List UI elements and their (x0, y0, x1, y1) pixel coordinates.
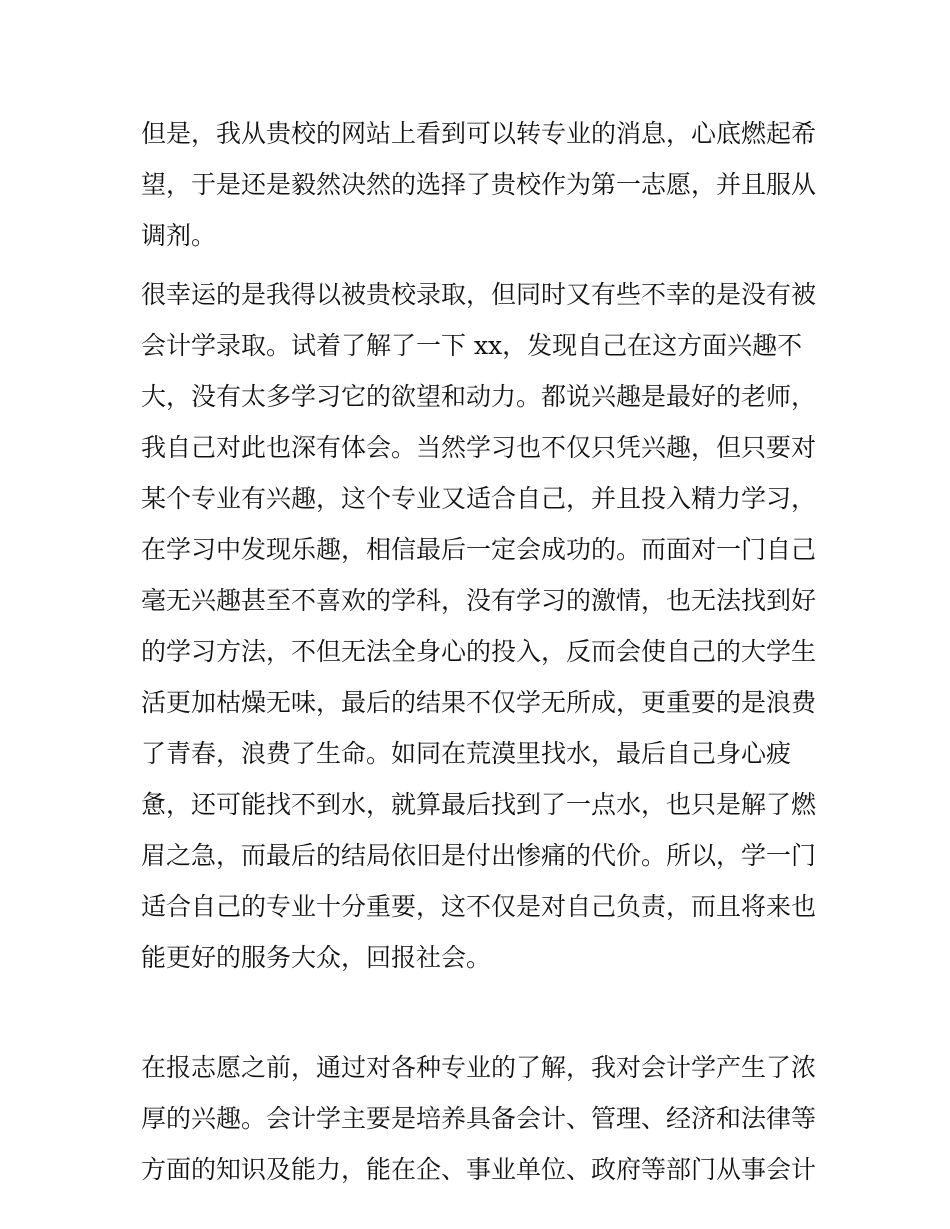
text-line: 厚的兴趣。会计学主要是培养具备会计、管理、经济和法律等 (141, 1104, 817, 1133)
body-text (141, 108, 821, 1195)
text-line: 适合自己的专业十分重要，这不仅是对自己负责，而且将来也 (141, 892, 817, 921)
text-line: 很幸运的是我得以被贵校录取，但同时又有些不幸的是没有被 (141, 280, 817, 309)
text-line: 望，于是还是毅然决然的选择了贵校作为第一志愿，并且服从 (141, 170, 817, 199)
text-line: 会计学录取。试着了解了一下 xx，发现自己在这方面兴趣不 (141, 331, 803, 360)
text-line: 毫无兴趣甚至不喜欢的学科，没有学习的激情，也无法找到好 (141, 586, 817, 615)
text-line: 某个专业有兴趣，这个专业又适合自己，并且投入精力学习， (141, 484, 817, 513)
text-line: 在报志愿之前，通过对各种专业的了解，我对会计学产生了浓 (141, 1053, 817, 1082)
text-line: 惫，还可能找不到水，就算最后找到了一点水，也只是解了燃 (141, 790, 817, 819)
paragraph (141, 108, 821, 269)
paragraph (141, 1042, 821, 1195)
text-line: 方面的知识及能力，能在企、事业单位、政府等部门从事会计 (141, 1155, 817, 1184)
text-line: 能更好的服务大众，回报社会。 (141, 943, 492, 972)
text-line: 在学习中发现乐趣，相信最后一定会成功的。而面对一门自己 (141, 535, 817, 564)
text-line: 活更加枯燥无味，最后的结果不仅学无所成，更重要的是浪费 (141, 688, 817, 717)
text-line: 调剂。 (141, 221, 217, 250)
text-line (141, 983, 821, 1042)
paragraph (141, 269, 821, 1042)
text-line: 我自己对此也深有体会。当然学习也不仅只凭兴趣，但只要对 (141, 433, 817, 462)
text-line: 了青春，浪费了生命。如同在荒漠里找水，最后自己身心疲 (141, 739, 792, 768)
text-line: 眉之急，而最后的结局依旧是付出惨痛的代价。所以，学一门 (141, 841, 817, 870)
text-line: 的学习方法，不但无法全身心的投入，反而会使自己的大学生 (141, 637, 817, 666)
text-line: 大，没有太多学习它的欲望和动力。都说兴趣是最好的老师， (141, 382, 817, 411)
text-line: 但是，我从贵校的网站上看到可以转专业的消息，心底燃起希 (141, 119, 817, 148)
